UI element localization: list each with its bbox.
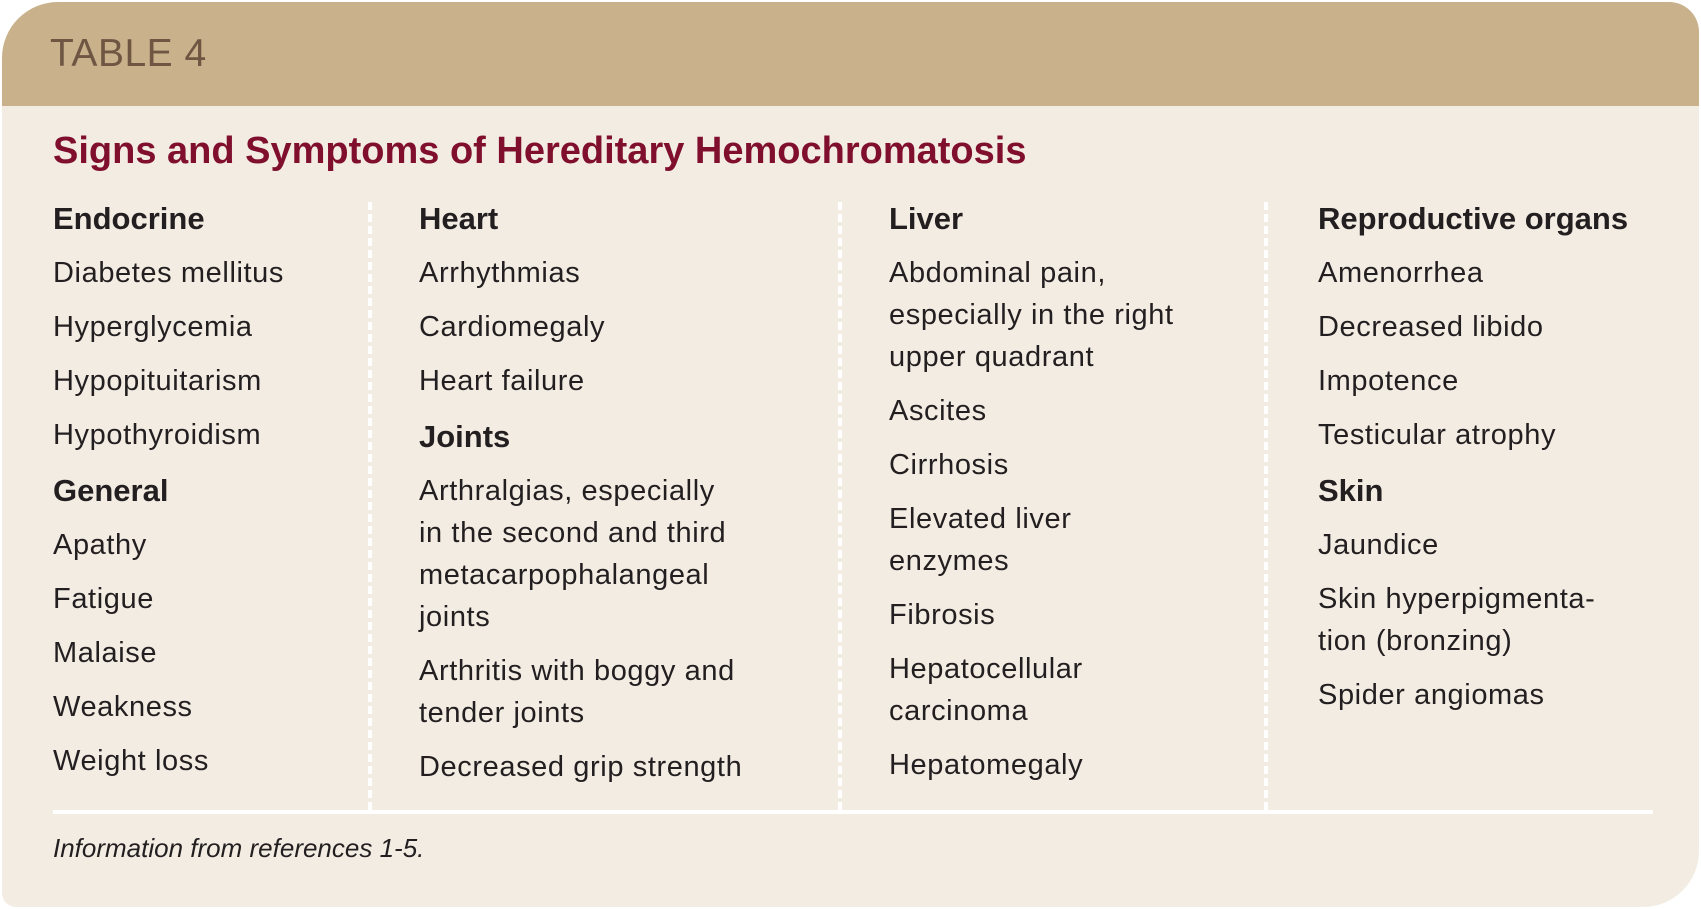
column-4 (1318, 198, 1698, 730)
column-1 (53, 198, 363, 796)
section-heading: General (53, 473, 169, 508)
list-item: Decreased libido (1318, 311, 1544, 343)
column-divider (838, 202, 842, 810)
list-item: Amenorrhea (1318, 257, 1484, 289)
list-item: Weakness (53, 691, 193, 723)
list-item: Heart failure (419, 365, 585, 397)
list-item: Elevated liver enzymes (889, 503, 1072, 577)
list-item: Fatigue (53, 583, 154, 615)
column-divider (368, 202, 372, 810)
list-item: Diabetes mellitus (53, 257, 285, 289)
footnote: Information from references 1-5. (53, 833, 425, 863)
list-item: Arthritis with boggy and tender joints (419, 655, 735, 729)
list-item: Malaise (53, 637, 158, 669)
list-item: Cardiomegaly (419, 311, 606, 343)
column-3 (889, 198, 1259, 800)
section-heading: Endocrine (53, 201, 205, 236)
section-heading: Liver (889, 201, 964, 236)
list-item: Abdominal pain, especially in the right upper quadrant (889, 257, 1174, 373)
section-heading: Reproductive organs (1318, 201, 1629, 236)
list-item: Hepatomegaly (889, 749, 1084, 781)
list-item: Fibrosis (889, 599, 996, 631)
list-item: Arrhythmias (419, 257, 581, 289)
table-title: Signs and Symptoms of Hereditary Hemochromatosis (53, 130, 1027, 172)
section-liver (889, 198, 1259, 786)
table-card (2, 2, 1699, 907)
list-item: Skin hyperpigmenta- tion (bronzing) (1318, 583, 1596, 657)
section-reproductive-organs (1318, 198, 1698, 456)
list-item: Ascites (889, 395, 987, 427)
list-item: Arthralgias, especially in the second and third metacarpophalangeal joints (419, 475, 727, 633)
list-item: Apathy (53, 529, 147, 561)
table-label: TABLE 4 (50, 32, 207, 75)
section-heading: Heart (419, 201, 499, 236)
section-skin (1318, 470, 1698, 716)
list-item: Hypothyroidism (53, 419, 262, 451)
list-item: Hepatocellular carcinoma (889, 653, 1083, 727)
list-item: Spider angiomas (1318, 679, 1545, 711)
list-item: Cirrhosis (889, 449, 1009, 481)
list-item: Jaundice (1318, 529, 1439, 561)
list-item: Hyperglycemia (53, 311, 253, 343)
list-item: Decreased grip strength (419, 751, 743, 783)
list-item: Weight loss (53, 745, 209, 777)
column-divider (1264, 202, 1268, 810)
section-general (53, 470, 363, 782)
list-item: Testicular atrophy (1318, 419, 1557, 451)
section-endocrine (53, 198, 363, 456)
section-joints (419, 416, 839, 788)
list-item: Impotence (1318, 365, 1459, 397)
table-header-bar (2, 2, 1699, 106)
bottom-rule (53, 810, 1653, 814)
section-heart (419, 198, 839, 402)
section-heading: Skin (1318, 473, 1384, 508)
section-heading: Joints (419, 419, 511, 454)
list-item: Hypopituitarism (53, 365, 262, 397)
column-2 (419, 198, 839, 802)
